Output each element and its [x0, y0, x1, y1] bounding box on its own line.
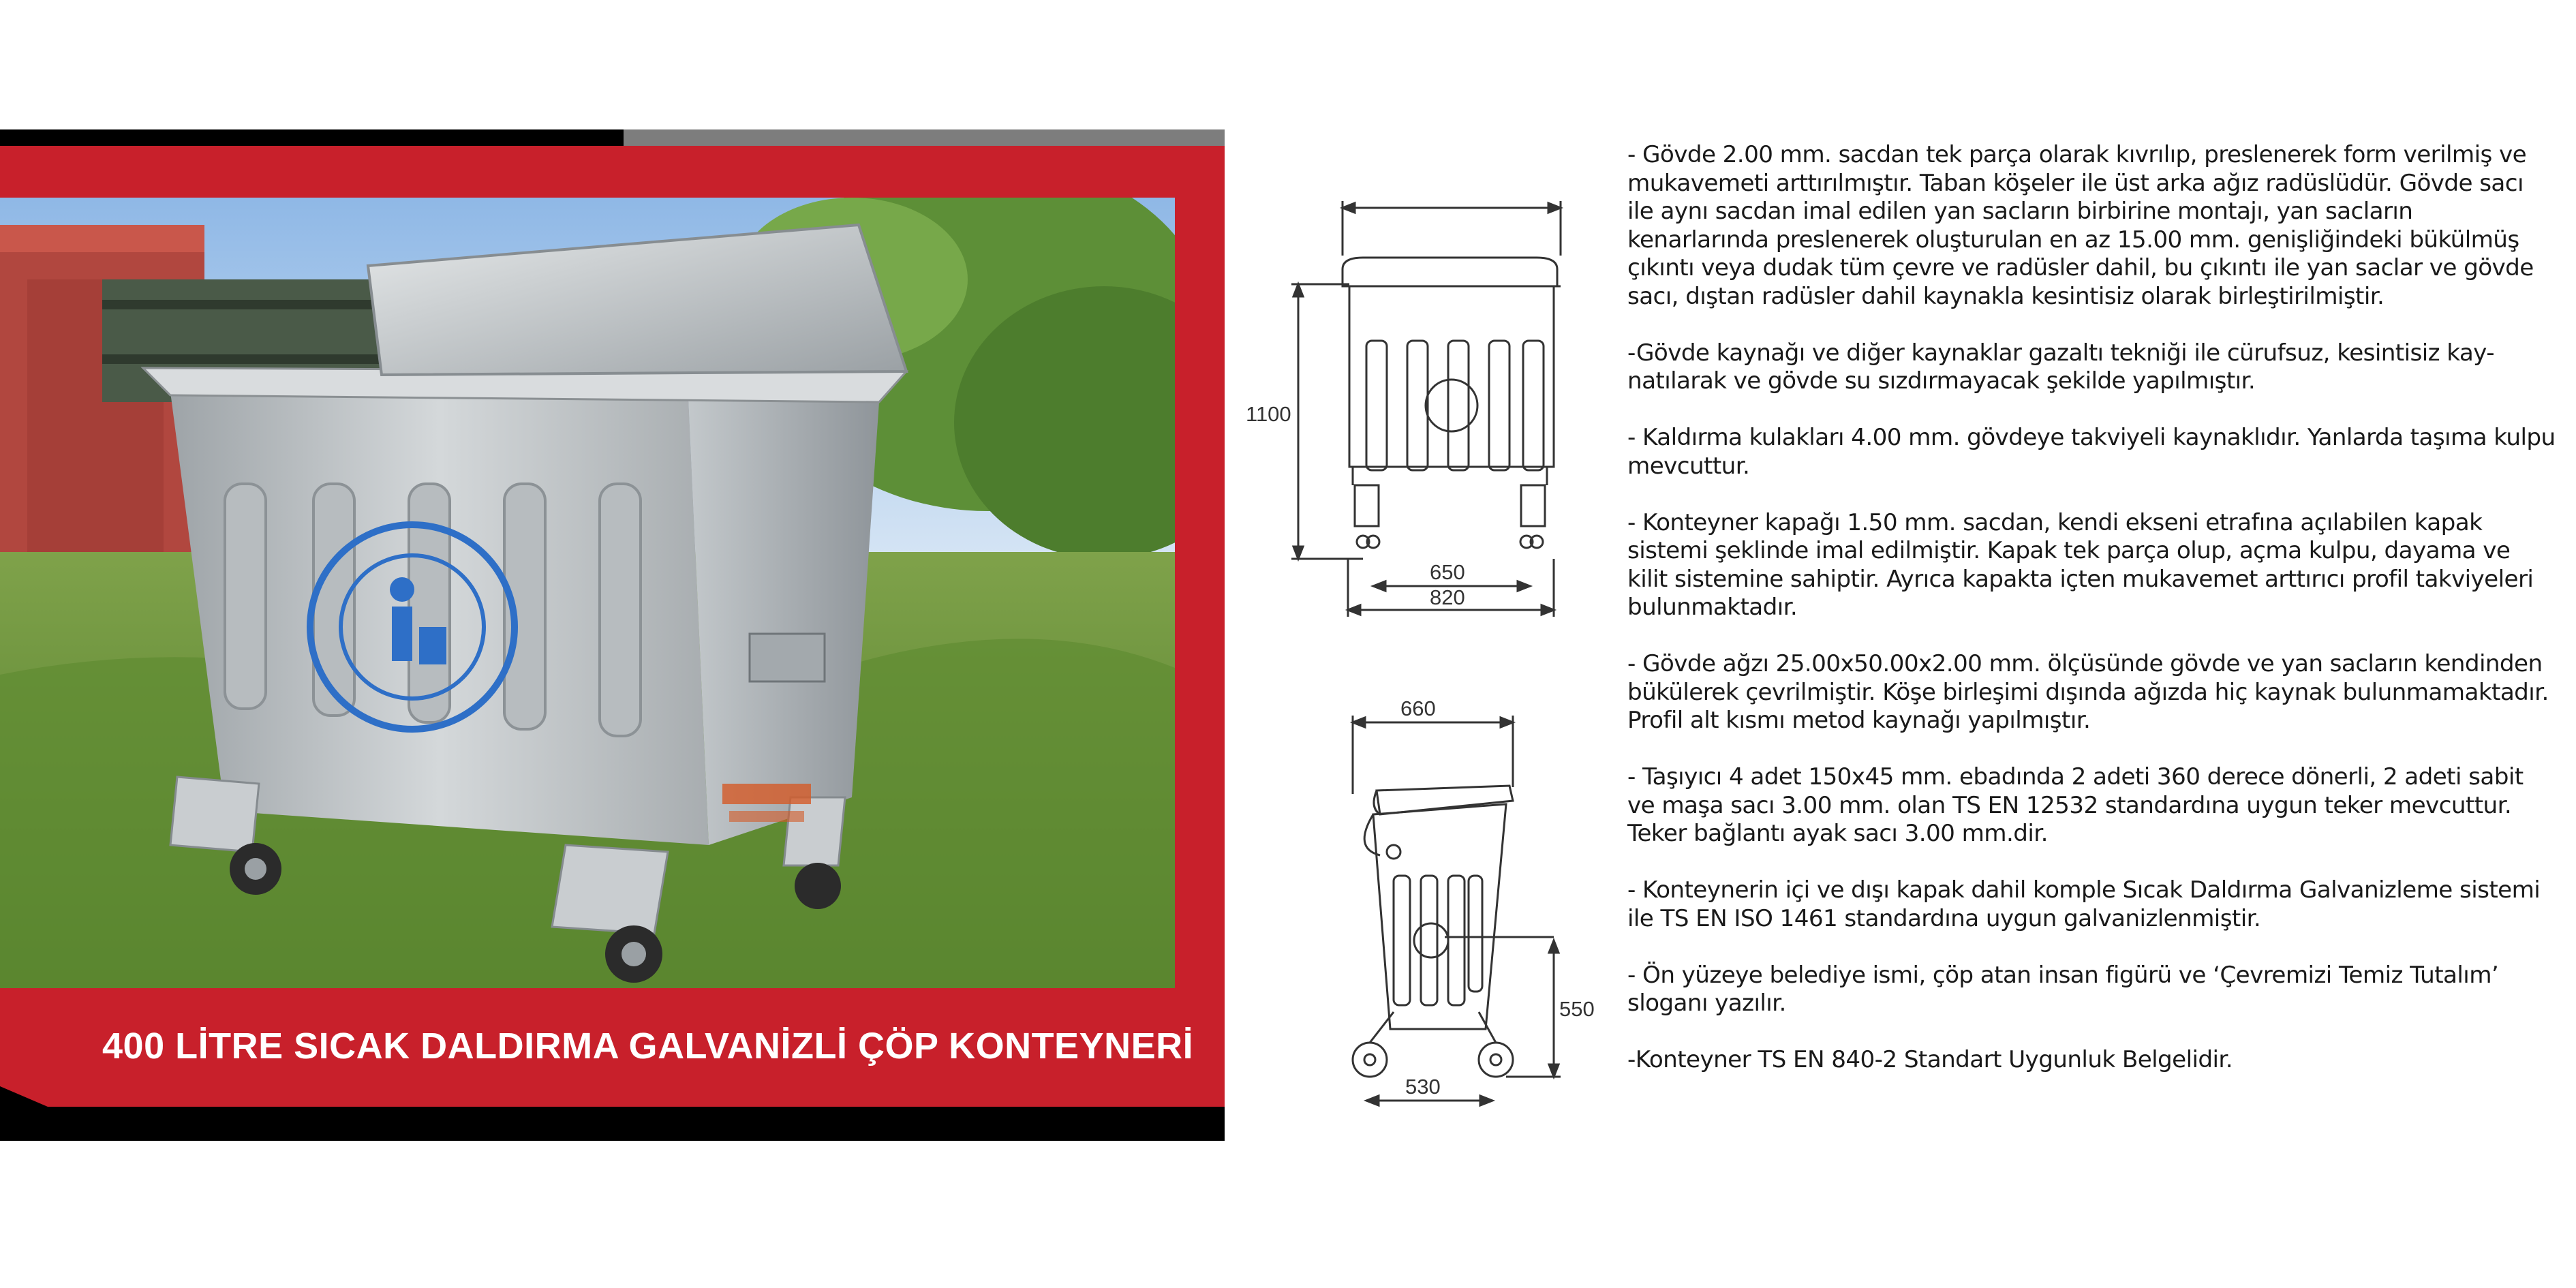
- dim-front-height: 1100: [1246, 402, 1291, 426]
- dim-front-outer-width: 820: [1430, 585, 1465, 609]
- container-blue-logo: [310, 525, 515, 729]
- dim-side-bottom-width: 530: [1405, 1075, 1441, 1099]
- spec-paragraph: - Kaldırma kulakları 4.00 mm. gövdeye takviyeli kaynaklıdır. Yanlarda taşıma kulpu mevcuttur.: [1627, 424, 2556, 480]
- dim-side-top-width: 660: [1400, 696, 1436, 720]
- specification-list: [1627, 141, 2556, 1095]
- product-photo: [0, 198, 1175, 988]
- dim-side-height: 550: [1559, 997, 1595, 1021]
- spec-paragraph: -Konteyner TS EN 840-2 Standart Uygunluk Belgelidir.: [1627, 1046, 2233, 1073]
- technical-drawings: [1233, 133, 1601, 1141]
- banner-top-grey-strip: [624, 129, 1225, 146]
- dim-front-inner-width: 650: [1430, 560, 1465, 584]
- banner-top-black-strip: [0, 129, 164, 146]
- spec-paragraph: - Konteyner kapağı 1.50 mm. sacdan, kendi ekseni etrafına açılabilen kapak sistemi şeklinde imal edilmiştir. Kapak tek parça olup, açma kulpu, dayama ve kilit sistemine sahiptir. Ayrıca kapakta içten mukavemet arttırıcı profil takviyeleri bulunmaktadır.: [1627, 508, 2534, 621]
- spec-paragraph: -Gövde kaynağı ve diğer kaynaklar gazaltı tekniği ile cürufsuz, kesintisiz kay-natılarak ve gövde su sızdırmayacak şekilde yapılmıştır.: [1627, 339, 2494, 395]
- spec-paragraph: - Konteynerin içi ve dışı kapak dahil komple Sıcak Daldırma Galvanizleme sistemi ile TS EN ISO 1461 standardına uygun galvanizlenmiştir.: [1627, 876, 2541, 932]
- spec-paragraph: - Gövde 2.00 mm. sacdan tek parça olarak kıvrılıp, preslenerek form verilmiş ve mukavemeti arttırılmıştır. Taban köşeler ile üst arka ağız radüslüdür. Gövde sacı ile aynı sacdan imal edilen yan sacların birbirine montajı, yan sacların kenarlarında preslenerek oluşturulan en az 15.00 mm. genişliğindeki bükülmüş çıkıntı veya dudak tüm çevre ve radüsler dahil, bu çıkıntı ile yan saclar ve gövde sacı, dıştan radüsler dahil kaynakla kesintisiz olarak birleştirilmiştir.: [1627, 141, 2534, 310]
- spec-paragraph: - Taşıyıcı 4 adet 150x45 mm. ebadında 2 adeti 360 derece dönerli, 2 adeti sabit ve maşa sacı 3.00 mm. olan TS EN 12532 standardına uygun teker mevcuttur. Teker bağlantı ayak sacı 3.00 mm.dir.: [1627, 763, 2524, 847]
- banner-caption: 400 LİTRE SICAK DALDIRMA GALVANİZLİ ÇÖP KONTEYNERİ: [102, 1026, 1194, 1067]
- banner-bottom-slant: [0, 1086, 1225, 1122]
- front-view-drawing: [1291, 201, 1561, 617]
- product-banner: [0, 129, 1225, 1141]
- spec-paragraph: - Gövde ağzı 25.00x50.00x2.00 mm. ölçüsünde gövde ve yan sacların kendinden bükülerek çevrilmiştir. Köşe birleşimi dışında ağızda hiç kaynak bulunmamaktadır. Profil alt kısmı metod kaynağı yapılmıştır.: [1627, 650, 2549, 734]
- spec-paragraph: - Ön yüzeye belediye ismi, çöp atan insan figürü ve ‘Çevremizi Temiz Tutalım’ sloganı yazılır.: [1627, 961, 2499, 1017]
- side-view-drawing: [1353, 716, 1561, 1105]
